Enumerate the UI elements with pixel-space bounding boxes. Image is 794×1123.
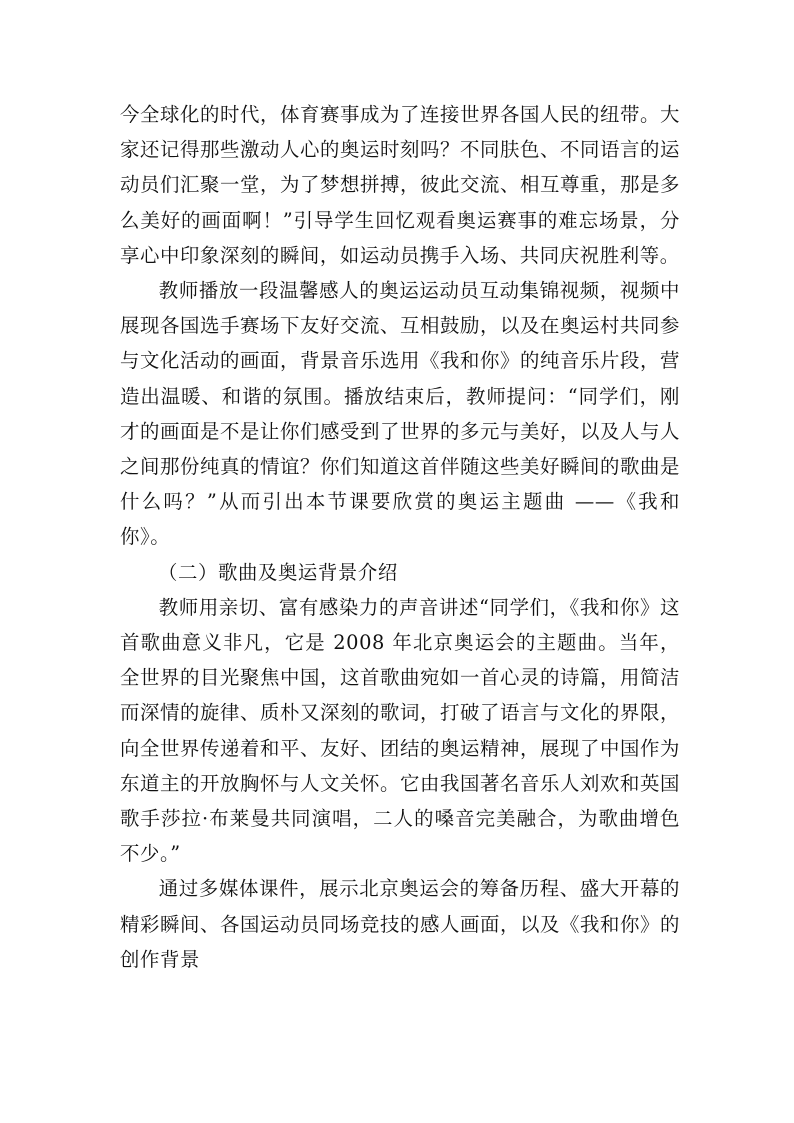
paragraph-video: 教师播放一段温馨感人的奥运运动员互动集锦视频，视频中展现各国选手赛场下友好交流、互相鼓励，以及在奥运村共同参与文化活动的画面，背景音乐选用《我和你》的纯音乐片段，营造出温暖、和谐的氛围。播放结束后，教师提问：“同学们，刚才的画面是不是让你们感受到了世界的多元与美好，以及人与人之间那份纯真的情谊？你们知道这首伴随这些美好瞬间的歌曲是什么吗？”从而引出本节课要欣赏的奥运主题曲 ——《我和你》。	[120, 279, 680, 549]
paragraph-intro-continuation: 今全球化的时代，体育赛事成为了连接世界各国人民的纽带。大家还记得那些激动人心的奥运时刻吗？不同肤色、不同语言的运动员们汇聚一堂，为了梦想拼搏，彼此交流、相互尊重，那是多么美好的画面啊！”引导学生回忆观看奥运赛事的难忘场景，分享心中印象深刻的瞬间，如运动员携手入场、共同庆祝胜利等。	[120, 103, 680, 267]
document-body	[120, 97, 680, 977]
section-heading: （二）歌曲及奥运背景介绍	[158, 560, 398, 584]
paragraph-song-background: 教师用亲切、富有感染力的声音讲述“同学们，《我和你》这首歌曲意义非凡，它是 2008 年北京奥运会的主题曲。当年，全世界的目光聚焦中国，这首歌曲宛如一首心灵的诗篇，用简洁而深情的旋律、质朴又深刻的歌词，打破了语言与文化的界限，向全世界传递着和平、友好、团结的奥运精神，展现了中国作为东道主的开放胸怀与人文关怀。它由我国著名音乐人刘欢和英国歌手莎拉·布莱曼共同演唱，二人的嗓音完美融合，为歌曲增色不少。”	[120, 595, 680, 866]
paragraph-multimedia: 通过多媒体课件，展示北京奥运会的筹备历程、盛大开幕的精彩瞬间、各国运动员同场竞技的感人画面，以及《我和你》的创作背景	[120, 877, 680, 971]
